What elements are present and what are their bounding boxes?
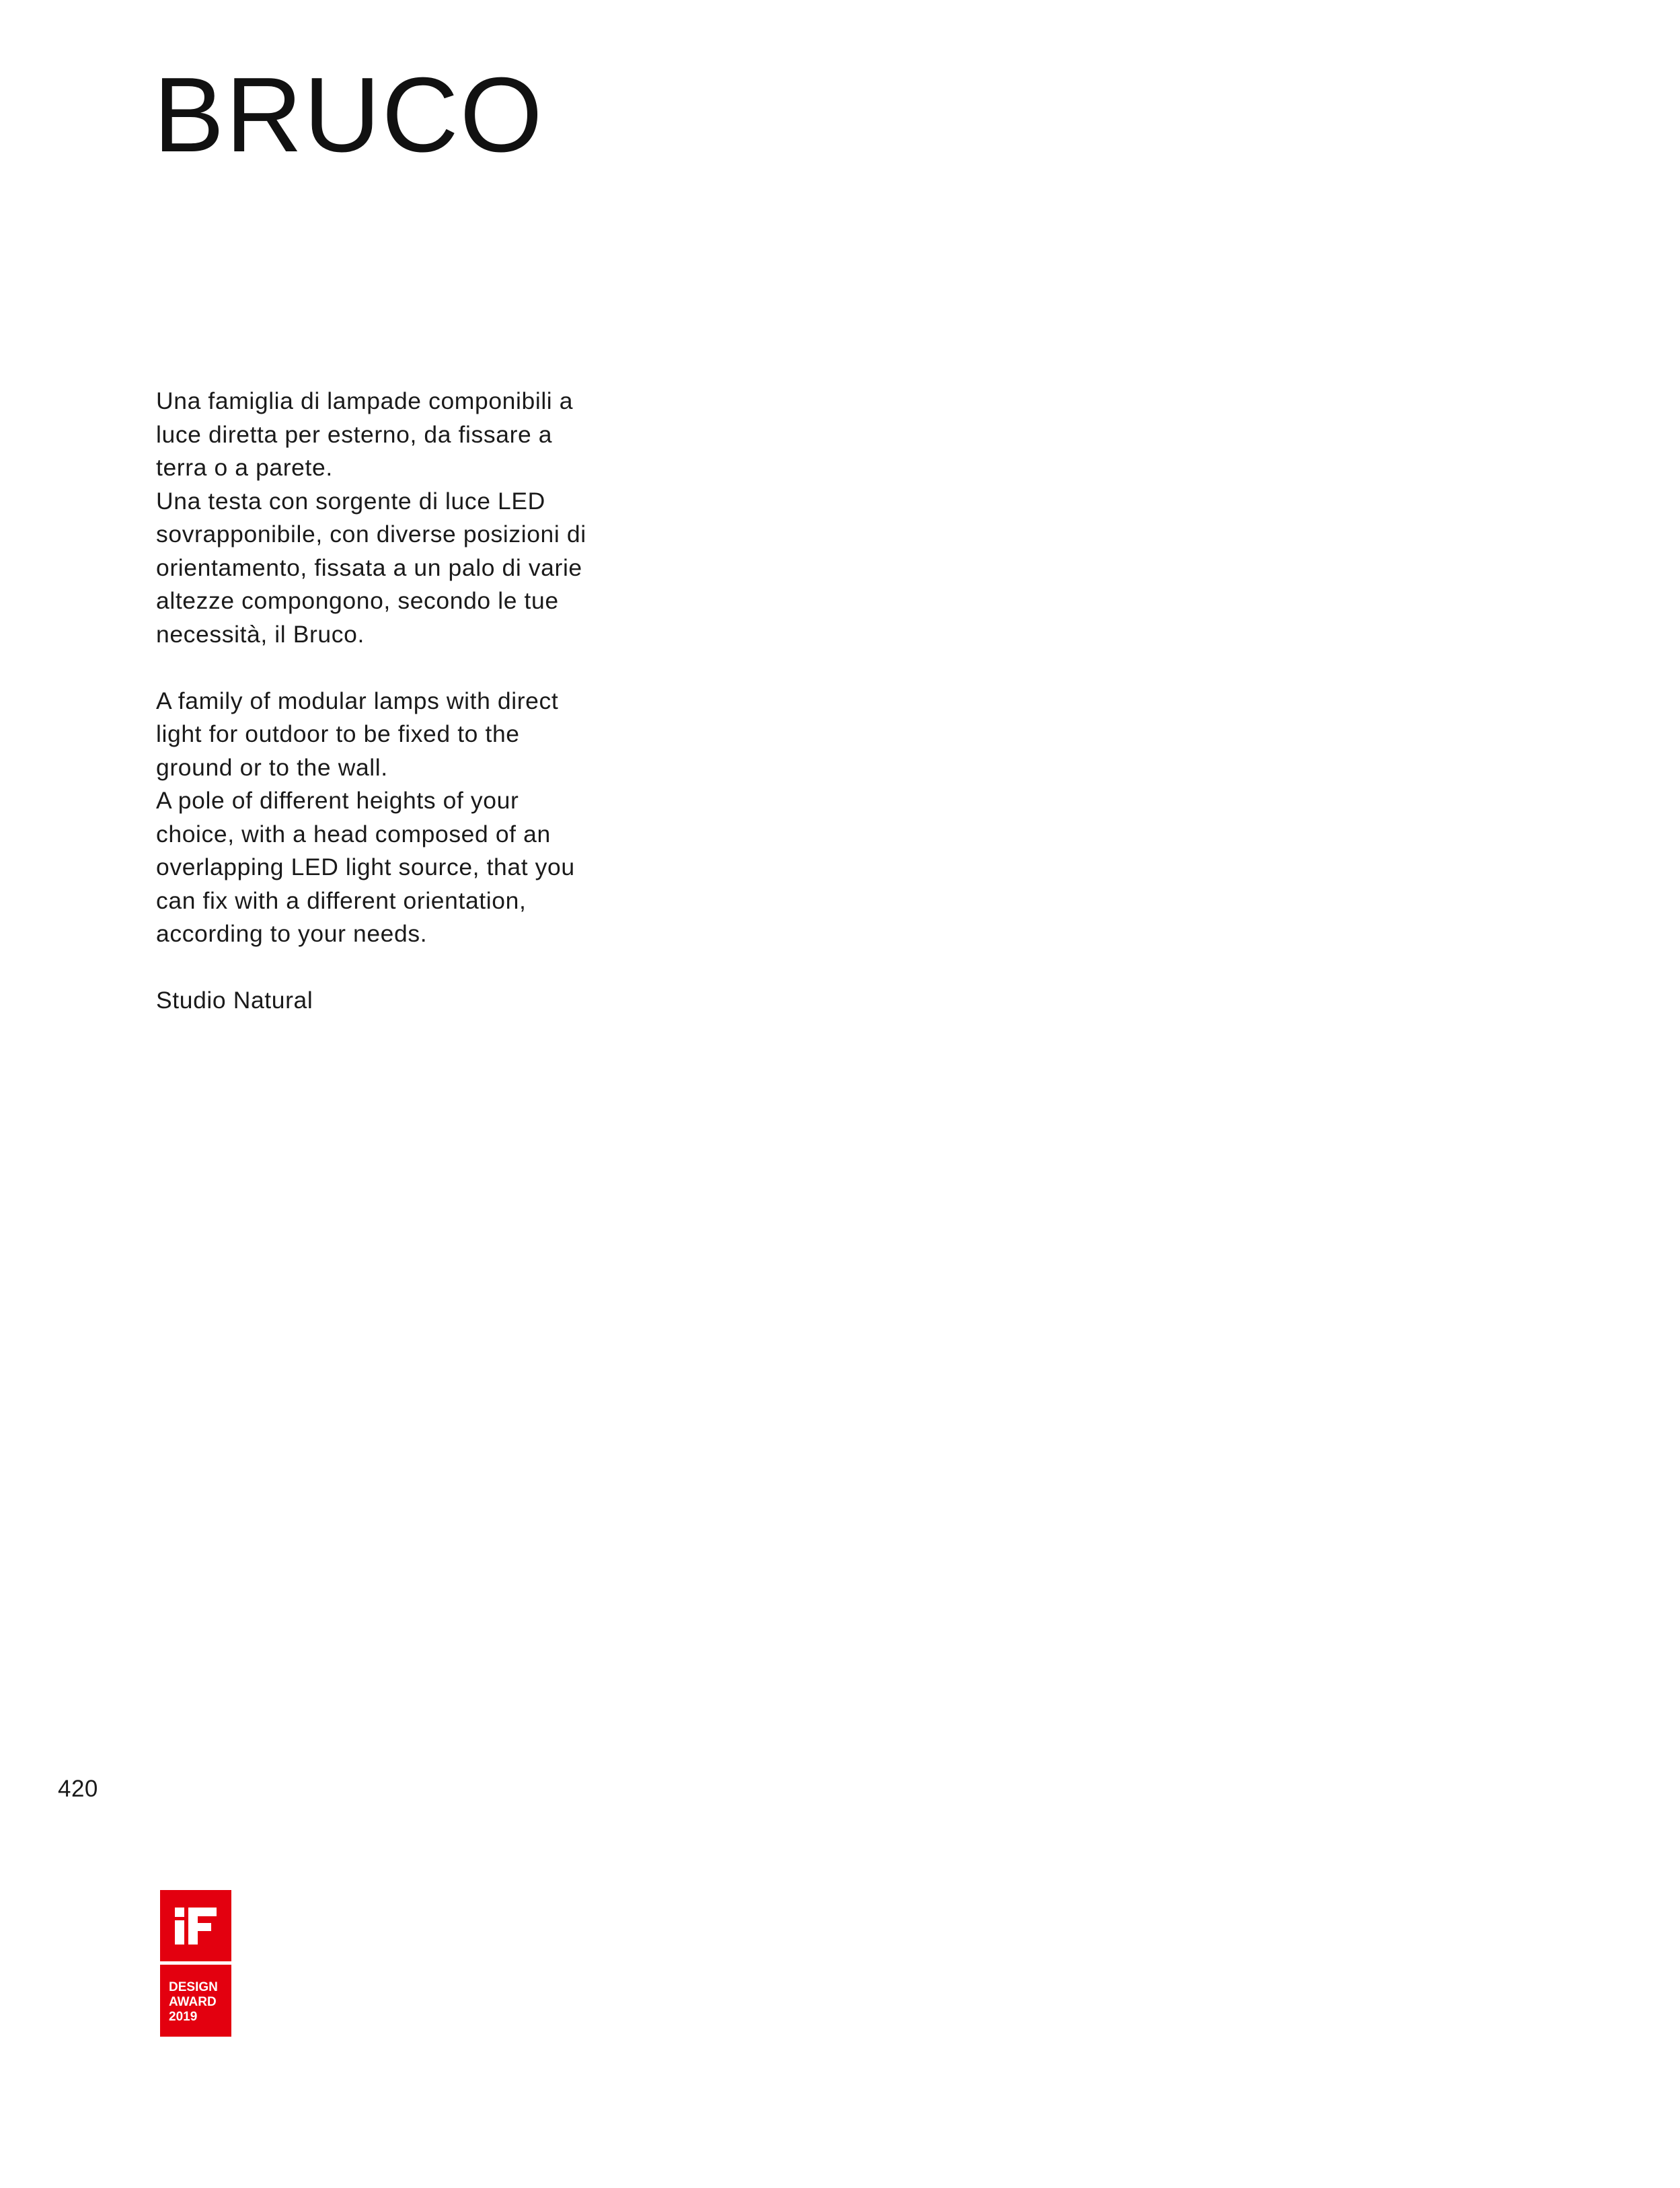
product-description xyxy=(156,385,640,1018)
text-line: altezze compongono, secondo le tue xyxy=(156,587,559,614)
award-line-year: 2019 xyxy=(169,2010,198,2024)
if-logo-f-top xyxy=(188,1908,217,1916)
text-line: sovrapponibile, con diverse posizioni di xyxy=(156,521,586,548)
text-line: according to your needs. xyxy=(156,920,428,947)
award-line-award: AWARD xyxy=(169,1995,217,2009)
if-design-award-badge xyxy=(160,1890,231,2037)
award-line-design: DESIGN xyxy=(169,1980,218,1994)
text-line: orientamento, fissata a un palo di varie xyxy=(156,554,582,581)
text-line: choice, with a head composed of an xyxy=(156,820,551,847)
text-line: Una testa con sorgente di luce LED xyxy=(156,487,545,515)
text-line: necessità, il Bruco. xyxy=(156,620,365,648)
page-number: 420 xyxy=(58,1776,98,1802)
text-line: light for outdoor to be fixed to the xyxy=(156,720,520,747)
english-description xyxy=(156,685,640,951)
text-line: can fix with a different orientation, xyxy=(156,886,527,914)
text-line: Una famiglia di lampade componibili a xyxy=(156,387,574,414)
text-line: luce diretta per esterno, da fissare a xyxy=(156,420,553,448)
text-line: A family of modular lamps with direct xyxy=(156,687,559,714)
if-logo-i-dot xyxy=(175,1908,184,1917)
text-line: A pole of different heights of your xyxy=(156,787,519,814)
designer-credit: Studio Natural xyxy=(156,987,313,1014)
if-logo-i-stem xyxy=(175,1920,184,1945)
page-title: BRUCO xyxy=(153,56,544,174)
text-line: ground or to the wall. xyxy=(156,753,388,781)
if-logo-f-middle xyxy=(188,1923,211,1931)
italian-description xyxy=(156,385,640,651)
text-line: terra o a parete. xyxy=(156,454,333,481)
text-line: overlapping LED light source, that you xyxy=(156,854,575,880)
